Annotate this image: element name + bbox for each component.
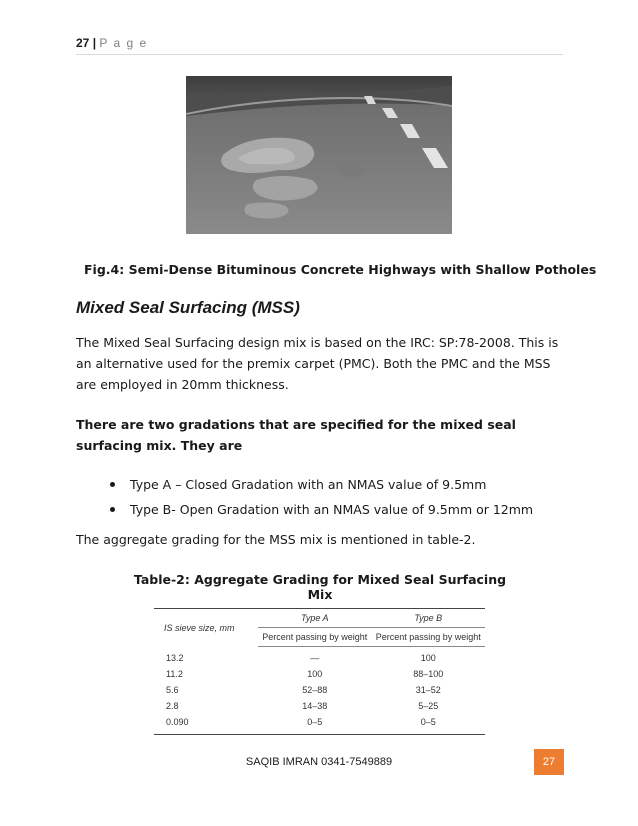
cell-type-a: 14–38 [302, 701, 328, 711]
subheader-type-a: Percent passing by weight [258, 628, 372, 647]
header-separator: | [92, 36, 97, 50]
header-page-number: 27 [76, 36, 90, 50]
table-caption: Table-2: Aggregate Grading for Mixed Seal Surfacing Mix [133, 572, 507, 602]
footer-author: SAQIB IMRAN 0341-7549889 [245, 756, 393, 768]
header-page-word: P a g e [99, 36, 148, 50]
aggregate-grading-table [154, 608, 485, 735]
cell-type-a: 0–5 [307, 717, 323, 727]
cell-type-b: 31–52 [415, 685, 441, 695]
page-header [76, 36, 563, 55]
cell-sieve-size: 11.2 [166, 669, 183, 679]
footer-page-badge: 27 [534, 749, 564, 775]
cell-type-a: 100 [307, 669, 323, 679]
cell-sieve-size: 5.6 [166, 685, 179, 695]
cell-type-a: 52–88 [302, 685, 328, 695]
cell-sieve-size: 0.090 [166, 717, 189, 727]
cell-type-b: 88–100 [413, 669, 444, 679]
cell-type-a: — [310, 653, 320, 663]
header-type-b: Type B [372, 609, 486, 628]
table-row [154, 666, 485, 682]
list-item: Type B- Open Gradation with an NMAS value of 9.5mm or 12mm [76, 497, 562, 522]
section-title: Mixed Seal Surfacing (MSS) [76, 298, 300, 317]
list-item: Type A – Closed Gradation with an NMAS value of 9.5mm [76, 472, 562, 497]
table-row [154, 714, 485, 735]
cell-sieve-size: 2.8 [166, 701, 179, 711]
gradations-paragraph: There are two gradations that are specified for the mixed seal surfacing mix. They are [76, 417, 516, 453]
gradation-list [76, 472, 562, 522]
header-type-a: Type A [258, 609, 372, 628]
table-row [154, 698, 485, 714]
pothole-road-photo [186, 76, 452, 234]
aggregate-paragraph: The aggregate grading for the MSS mix is mentioned in table-2. [76, 532, 476, 547]
road-image [186, 76, 452, 234]
subheader-type-b: Percent passing by weight [372, 628, 486, 647]
intro-paragraph: The Mixed Seal Surfacing design mix is based on the IRC: SP:78-2008. This is an alternative used for the premix carpet (PMC). Both the PMC and the MSS are employed in 20mm thickness. [76, 335, 559, 392]
cell-type-b: 5–25 [418, 701, 439, 711]
table-row [154, 647, 485, 667]
cell-type-b: 100 [420, 653, 436, 663]
table-row [154, 682, 485, 698]
header-sieve-size: IS sieve size, mm [164, 622, 235, 633]
figure-caption: Fig.4: Semi-Dense Bituminous Concrete Highways with Shallow Potholes [84, 262, 597, 277]
cell-sieve-size: 13.2 [166, 652, 184, 663]
cell-type-b: 0–5 [420, 717, 436, 727]
